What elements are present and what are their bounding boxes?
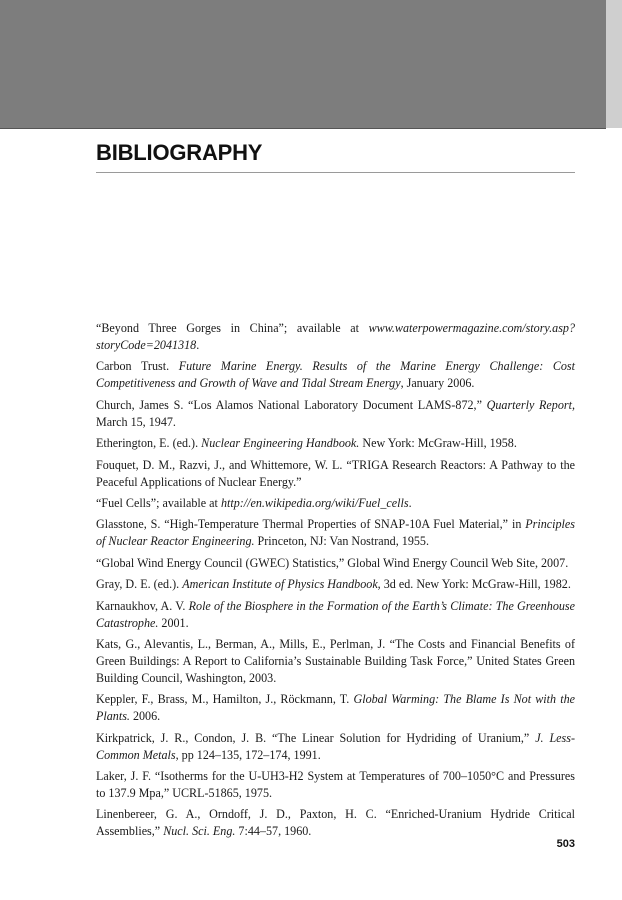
entry-text: Carbon Trust. xyxy=(96,359,179,374)
bibliography-entry xyxy=(96,516,575,550)
entry-italic-text: J. Less-Common Metals xyxy=(96,730,575,762)
entry-text: Glasstone, S. “High-Temperature Thermal Properties of SNAP-10A Fuel Material,” in xyxy=(96,517,526,532)
bibliography-entry xyxy=(96,495,575,512)
bibliography-entry xyxy=(96,636,575,687)
entry-text: Fouquet, D. M., Razvi, J., and Whittemore, W. L. “TRIGA Research Reactors: A Pathway to the Peaceful Applications of Nuclear Energy.” xyxy=(96,457,575,489)
entry-text: New York: McGraw-Hill, 1958. xyxy=(359,436,517,451)
bibliography-entry xyxy=(96,320,575,354)
bibliography-entry xyxy=(96,730,575,764)
entry-italic-text: Nuclear Engineering Handbook. xyxy=(201,436,360,451)
thumb-tab-strip xyxy=(606,0,622,128)
entry-text: Linenbereer, G. A., Orndoff, J. D., Paxton, H. C. “Enriched-Uranium Hydride Critical Assemblies,” xyxy=(96,807,575,839)
entry-text: “Fuel Cells”; available at xyxy=(96,495,221,510)
bibliography-entry xyxy=(96,598,575,632)
entry-text: Keppler, F., Brass, M., Hamilton, J., Röckmann, T. xyxy=(96,692,354,707)
entry-text: , pp 124–135, 172–174, 1991. xyxy=(175,747,321,762)
entry-text: Church, James S. “Los Alamos National Laboratory Document LAMS-872,” xyxy=(96,397,487,412)
entry-text: March 15, 1947. xyxy=(96,414,176,429)
entry-text: . xyxy=(408,495,412,510)
entry-text: Karnaukhov, A. V. xyxy=(96,598,189,613)
entry-text: , January 2006. xyxy=(400,376,475,391)
page-number: 503 xyxy=(556,838,575,850)
bibliography-entry xyxy=(96,555,575,572)
entry-text: “Global Wind Energy Council (GWEC) Statistics,” Global Wind Energy Council Web Site, 2007. xyxy=(96,555,569,570)
entry-italic-text: http://en.wikipedia.org/wiki/Fuel_cells xyxy=(220,495,409,510)
bibliography-entry xyxy=(96,457,575,491)
entry-text: Etherington, E. (ed.). xyxy=(96,436,202,451)
entry-italic-text: American Institute of Physics Handbook, xyxy=(182,577,381,592)
bibliography-entry xyxy=(96,806,575,840)
bibliography-entry xyxy=(96,576,575,593)
entry-italic-text: Nucl. Sci. Eng. xyxy=(163,824,236,839)
title-rule xyxy=(96,172,575,173)
entry-italic-text: Role of the Biosphere in the Formation of the Earth’s Climate: The Greenhouse Catastrophe. xyxy=(96,598,576,630)
bibliography-entry xyxy=(96,435,575,452)
entry-italic-text: www.waterpowermagazine.com/story.asp?storyCode=2041318 xyxy=(96,321,575,352)
entry-text: “Beyond Three Gorges in China”; available at xyxy=(96,321,369,335)
entry-text: 2001. xyxy=(158,615,189,630)
bibliography-entry xyxy=(96,358,575,392)
entry-text: Gray, D. E. (ed.). xyxy=(96,577,183,592)
entry-text: 3d ed. New York: McGraw-Hill, 1982. xyxy=(380,577,571,592)
bibliography-entry xyxy=(96,768,575,802)
bibliography-entry xyxy=(96,397,575,431)
entry-italic-text: Future Marine Energy. Results of the Marine Energy Challenge: Cost Competitiveness and Growth of Wave and Tidal Stream Energy xyxy=(96,359,575,391)
entry-text: Princeton, NJ: Van Nostrand, 1955. xyxy=(254,534,429,549)
entry-italic-text: Principles of Nuclear Reactor Engineering. xyxy=(96,517,575,549)
page-title: BIBLIOGRAPHY xyxy=(96,140,263,165)
header-divider xyxy=(0,128,606,129)
entry-text: . xyxy=(196,338,200,352)
chapter-header-band xyxy=(0,0,606,128)
entry-italic-text: Quarterly Report, xyxy=(486,397,575,412)
entry-text: Laker, J. F. “Isotherms for the U-UH3-H2 System at Temperatures of 700–1050°C and Pressures to 137.9 Mpa,” UCRL-51865, 1975. xyxy=(96,769,575,801)
bibliography-list xyxy=(96,320,575,845)
entry-text: 2006. xyxy=(129,709,161,724)
entry-text: Kirkpatrick, J. R., Condon, J. B. “The Linear Solution for Hydriding of Uranium,” xyxy=(96,730,536,745)
entry-italic-text: Global Warming: The Blame Is Not with the Plants. xyxy=(96,692,575,724)
entry-text: 7:44–57, 1960. xyxy=(235,824,312,839)
bibliography-entry xyxy=(96,691,575,725)
entry-text: Kats, G., Alevantis, L., Berman, A., Mills, E., Perlman, J. “The Costs and Financial Benefits of Green Buildings: A Report to California’s Sustainable Building Task Force,” United States Green Building Council, Washington, 2003. xyxy=(96,636,575,685)
